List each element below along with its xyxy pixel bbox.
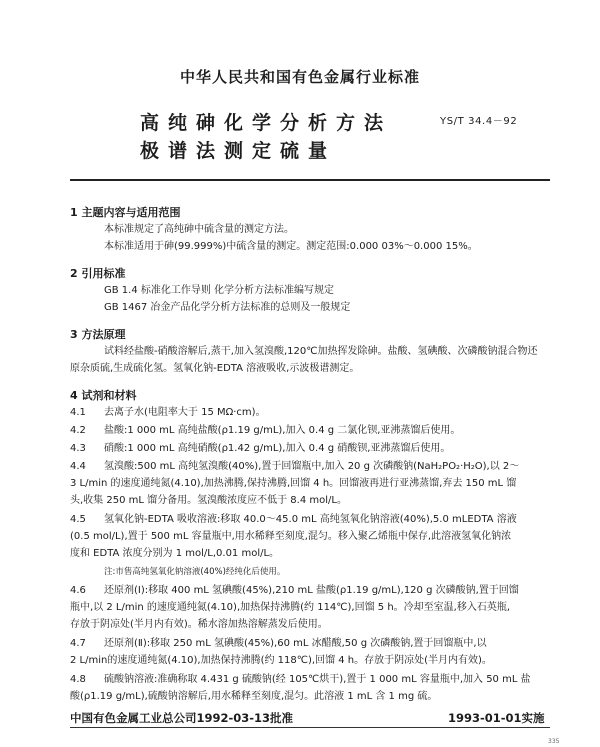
item-4-7-number: 4.7 (70, 638, 86, 649)
item-4-8-line-1: 硫酸钠溶液:准确称取 4.431 g 硫酸钠(经 105℃烘干),置于 1 000 mL 容量瓶中,加入 50 mL 盐 (104, 674, 531, 685)
document-title-line2: 极谱法测定硫量 (140, 140, 337, 162)
item-4-1-text: 去离子水(电阻率大于 15 MΩ·cm)。 (104, 407, 266, 418)
item-4-4-line-2: 3 L/min 的速度通纯氮(4.10),加热沸腾,保持沸腾,回馏 4 h。回馏液再进行亚沸蒸馏,弃去 150 mL 馏 (70, 478, 517, 489)
item-4-2-text: 盐酸:1 000 mL 高纯盐酸(ρ1.19 g/mL),加入 0.4 g 二氯化钡,亚沸蒸馏后使用。 (104, 425, 461, 436)
section-3-heading: 3 方法原理 (70, 328, 126, 341)
item-4-6-line-2: 瓶中,以 2 L/min 的速度通纯氮(4.10),加热保持沸腾(约 114℃),回馏 5 h。冷却至室温,移入石英瓶, (70, 602, 511, 613)
page-number: 335 (548, 738, 560, 745)
item-4-1-number: 4.1 (70, 407, 86, 418)
section-3-para-line-2: 原杂质硫,生成硫化氢。氢氧化钠-EDTA 溶液吸收,示波极谱测定。 (70, 363, 360, 374)
item-4-4-line-1: 氢溴酸:500 mL 高纯氢溴酸(40%),置于回馏瓶中,加入 20 g 次磷酸钠(NaH₂PO₂·H₂O),以 2～ (104, 461, 520, 472)
section-1-para-1: 本标准规定了高纯砷中硫含量的测定方法。 (104, 224, 294, 235)
item-4-5-number: 4.5 (70, 514, 86, 525)
footer-divider (70, 727, 550, 728)
implementation-date: 1993-01-01实施 (448, 711, 545, 725)
document-title-line1: 高纯砷化学分析方法 (140, 112, 393, 134)
item-4-6-line-3: 存放于阴凉处(半月内有效)。稀水溶加热溶解蒸发后使用。 (70, 619, 328, 630)
item-4-4-line-3: 头,收集 250 mL 馏分备用。氢溴酸浓度应不低于 8.4 mol/L。 (70, 495, 347, 506)
item-4-5-line-2: (0.5 mol/L),置于 500 mL 容量瓶中,用水稀释至刻度,混匀。移入聚乙烯瓶中保存,此溶液氢氧化钠浓 (70, 531, 512, 542)
section-4-heading: 4 试剂和材料 (70, 389, 137, 402)
item-4-4-number: 4.4 (70, 461, 86, 472)
item-4-5-note: 注:市售高纯氢氧化钠溶液(40%)经纯化后使用。 (104, 567, 286, 577)
item-4-8-line-2: 酸(ρ1.19 g/mL),硫酸钠溶解后,用水稀释至刻度,混匀。此溶液 1 mL 含 1 mg 硫。 (70, 691, 438, 702)
item-4-7-line-2: 2 L/min的速度通纯氮(4.10),加热保持沸腾(约 118℃),回馏 4 h。存放于阴凉处(半月内有效)。 (70, 655, 492, 666)
item-4-3-text: 硝酸:1 000 mL 高纯硝酸(ρ1.42 g/mL),加入 0.4 g 硝酸钡,亚沸蒸馏后使用。 (104, 443, 451, 454)
reference-gb-1-4: GB 1.4 标准化工作导则 化学分析方法标准编写规定 (104, 285, 335, 296)
section-3-para-line-1: 试料经盐酸-硝酸溶解后,蒸干,加入氢溴酸,120℃加热挥发除砷。盐酸、氢碘酸、次磷酸钠混合物还 (104, 346, 538, 357)
item-4-8-number: 4.8 (70, 674, 86, 685)
item-4-5-line-1: 氢氧化钠-EDTA 吸收溶液:移取 40.0～45.0 mL 高纯氢氧化钠溶液(40%),5.0 mLEDTA 溶液 (104, 514, 517, 525)
item-4-2-number: 4.2 (70, 425, 86, 436)
issuing-organization: 中华人民共和国有色金属行业标准 (179, 68, 420, 86)
section-1-heading: 1 主题内容与适用范围 (70, 206, 181, 219)
section-1-para-2: 本标准适用于砷(99.999%)中硫含量的测定。测定范围:0.000 03%～0.000 15%。 (104, 241, 478, 252)
item-4-5-line-3: 度和 EDTA 浓度分别为 1 mol/L,0.01 mol/L。 (70, 548, 280, 559)
item-4-7-line-1: 还原剂(Ⅱ):移取 250 mL 氢碘酸(45%),60 mL 冰醋酸,50 g 次磷酸钠,置于回馏瓶中,以 (104, 638, 487, 649)
item-4-6-line-1: 还原剂(Ⅰ):移取 400 mL 氢碘酸(45%),210 mL 盐酸(ρ1.19 g/mL),120 g 次磷酸钠,置于回馏 (104, 585, 519, 596)
approval-date: 中国有色金属工业总公司1992-03-13批准 (70, 711, 294, 725)
reference-gb-1467: GB 1467 冶金产品化学分析方法标准的总则及一般规定 (104, 302, 351, 313)
item-4-3-number: 4.3 (70, 443, 86, 454)
section-2-heading: 2 引用标准 (70, 267, 126, 280)
item-4-6-number: 4.6 (70, 585, 86, 596)
standard-number: YS/T 34.4－92 (440, 116, 518, 127)
header-divider (70, 179, 550, 181)
